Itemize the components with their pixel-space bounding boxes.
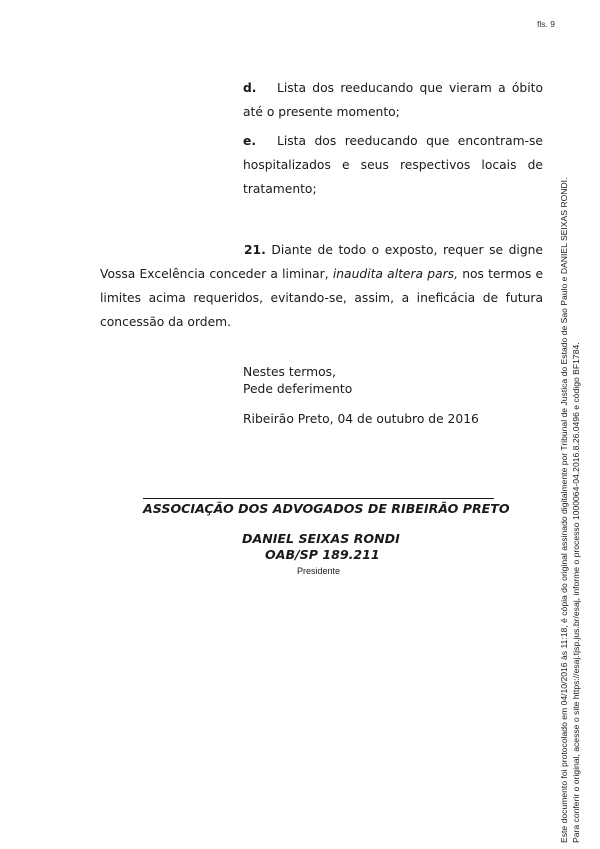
signature-role: Presidente	[297, 566, 341, 576]
signature-organization: ASSOCIAÇÃO DOS ADVOGADOS DE RIBEIRÃO PRETO	[143, 501, 510, 516]
paragraph-italic-term: inaudita altera pars,	[332, 267, 458, 281]
page-number: fls. 9	[537, 19, 555, 29]
stamp-line-1: Este documento foi protocolado em 04/10/2016 às 11:18, é cópia do original assinado digitalmente por Tribunal de Justica do Estado de Sao Paulo e DANIEL SEIXAS RONDI.	[559, 177, 569, 843]
signature-line	[143, 498, 494, 499]
place-date: Ribeirão Preto, 04 de outubro de 2016	[243, 412, 479, 426]
list-item-d	[243, 76, 543, 124]
closing-line-1: Nestes termos,	[243, 365, 336, 379]
closing-line-2: Pede deferimento	[243, 382, 353, 396]
list-item-text: Lista dos reeducando que vieram a óbito até o presente momento;	[243, 81, 543, 119]
paragraph-text-after: nos termos e limites acima requeridos, evitando-se, assim, a ineficácia de futura concessão da ordem.	[100, 267, 544, 329]
list-item-letter: d.	[243, 81, 257, 95]
signature-name: DANIEL SEIXAS RONDI	[242, 531, 400, 546]
list-item-e	[243, 129, 543, 201]
list-item-text: Lista dos reeducando que encontram-se hospitalizados e seus respectivos locais de tratamento;	[243, 134, 543, 196]
paragraph-text-before: Diante de todo o exposto, requer se digne Vossa Excelência conceder a liminar,	[100, 243, 543, 281]
list-item-letter: e.	[243, 134, 257, 148]
stamp-line-2: Para conferir o original, acesse o site https://esaj.tjsp.jus.br/esaj, informe o processo 1000064-04.2016.8.26.0496 e código BF1784.	[571, 342, 581, 843]
digital-signature-stamp	[558, 93, 582, 843]
paragraph-number: 21.	[244, 243, 266, 257]
signature-oab: OAB/SP 189.211	[265, 547, 380, 562]
request-paragraph	[100, 238, 543, 334]
